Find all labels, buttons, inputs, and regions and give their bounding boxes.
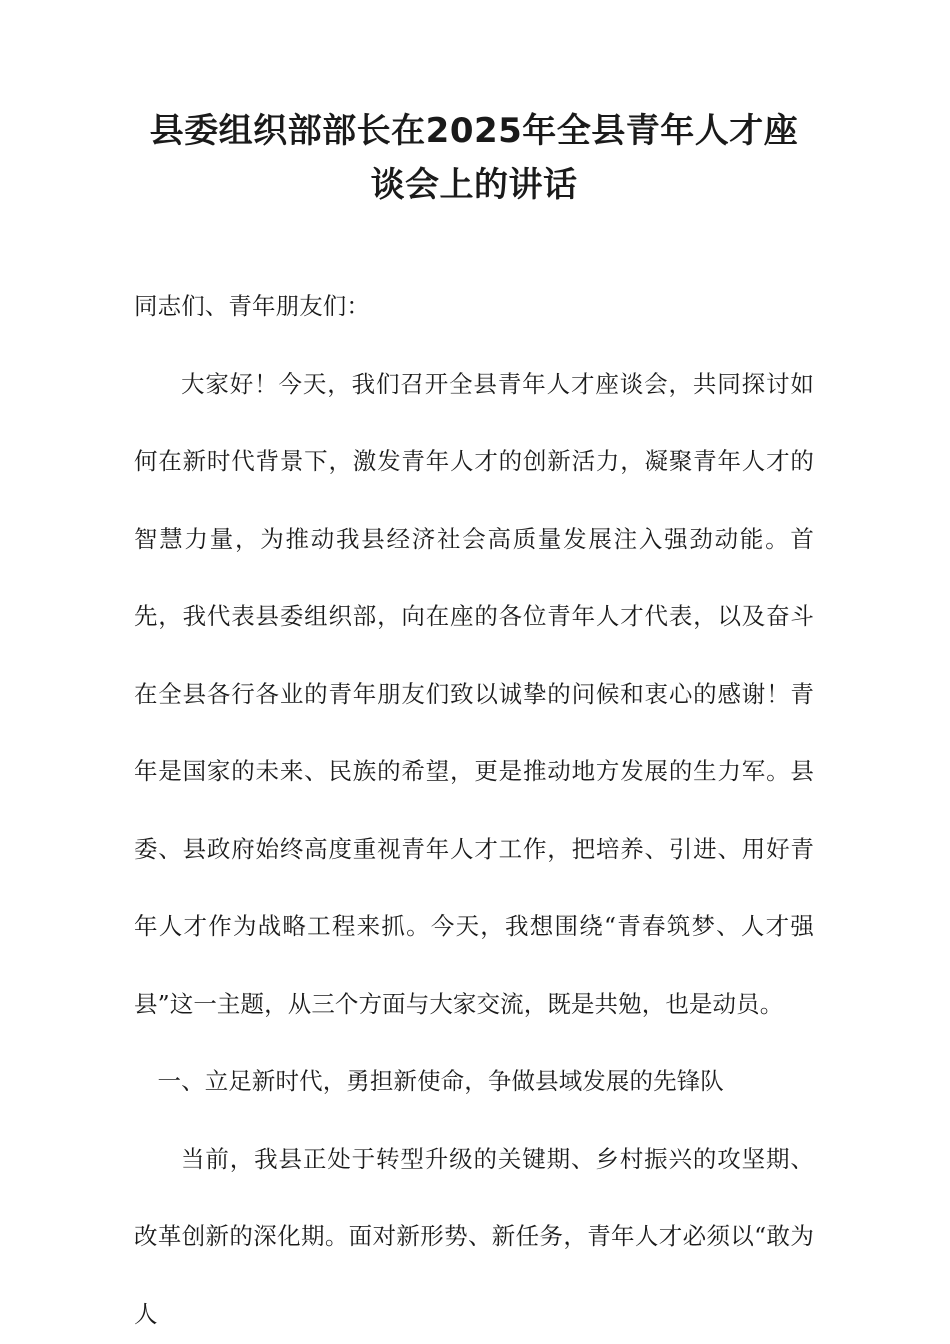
document-content [134, 0, 814, 1344]
paragraph-opening: 大家好！今天，我们召开全县青年人才座谈会，共同探讨如何在新时代背景下，激发青年人才的创新活力，凝聚青年人才的智慧力量，为推动我县经济社会高质量发展注入强劲动能。首先，我代表县委组织部，向在座的各位青年人才代表，以及奋斗在全县各行各业的青年朋友们致以诚挚的问候和衷心的感谢！青年是国家的未来、民族的希望，更是推动地方发展的生力军。县委、县政府始终高度重视青年人才工作，把培养、引进、用好青年人才作为战略工程来抓。今天，我想围绕“青春筑梦、人才强县”这一主题，从三个方面与大家交流，既是共勉，也是动员。 [134, 369, 814, 1018]
paragraph-section-one-body: 当前，我县正处于转型升级的关键期、乡村振兴的攻坚期、改革创新的深化期。面对新形势、新任务，青年人才必须以“敢为人 [134, 1144, 814, 1328]
paragraph-salutation: 同志们、青年朋友们： [134, 292, 370, 320]
section-heading-one: 一、立足新时代，勇担新使命，争做县域发展的先锋队 [157, 1067, 724, 1095]
document-body [134, 268, 814, 1344]
page-title: 县委组织部部长在2025年全县青年人才座谈会上的讲话 [149, 111, 799, 205]
